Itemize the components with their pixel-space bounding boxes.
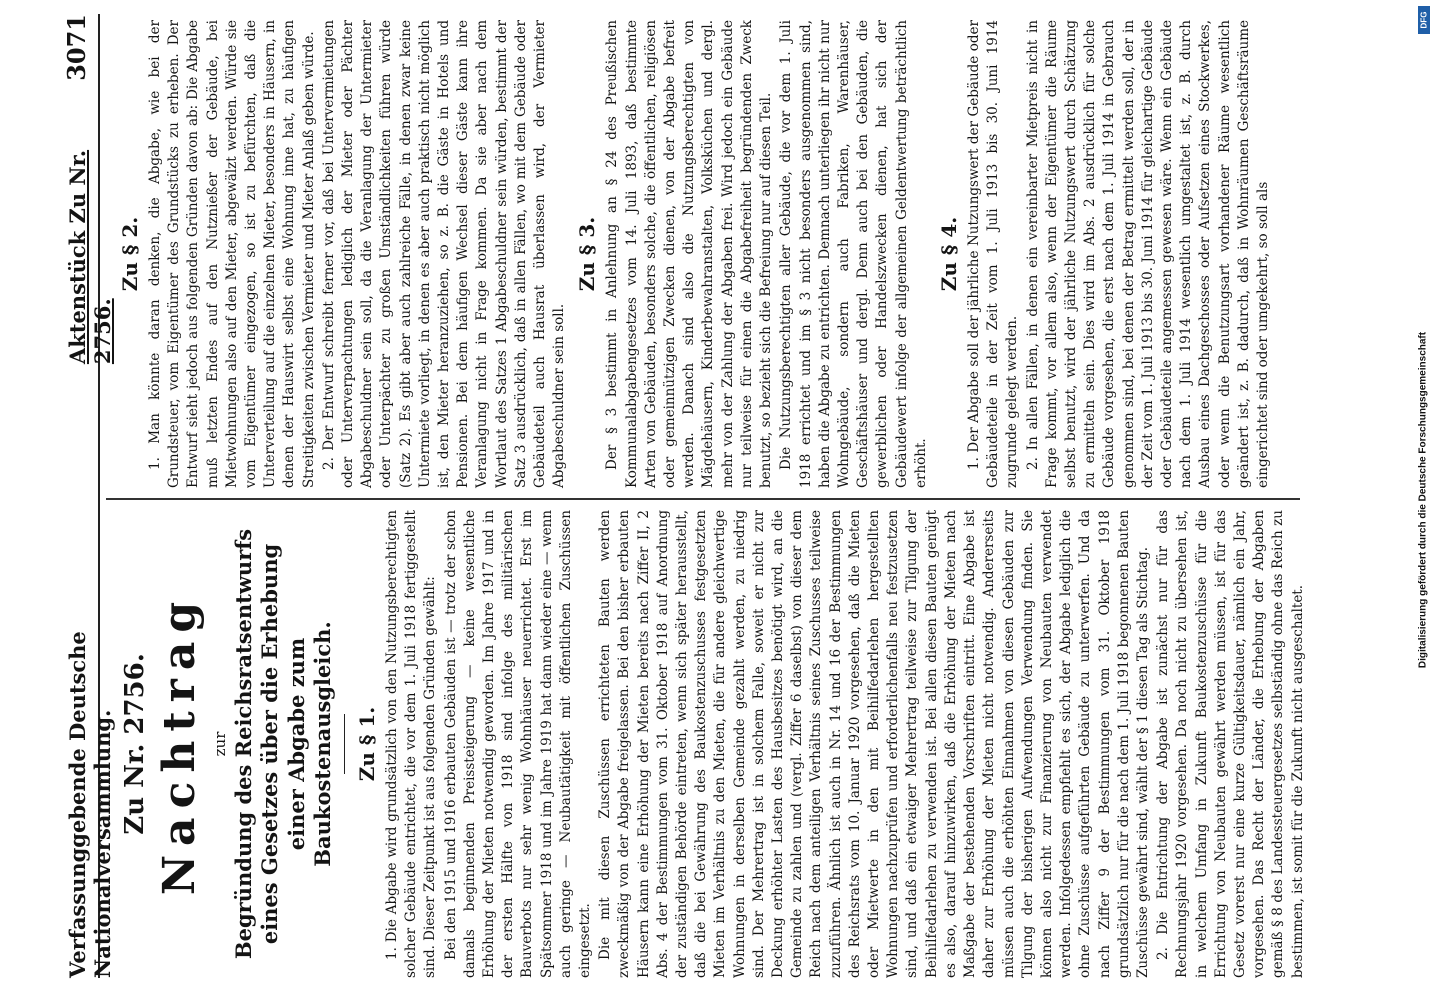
section-2-paragraph: 1. Man könnte daran denken, die Abgabe, wie bei der Grundsteuer, vom Eigentümer des Grundstücks zu erheben. Der Entwurf sieht jedoch aus folgenden Gründen davon ab: Die Abgabe muß letzten Endes auf den Nutznießer der Gebäude, bei Mietwohnungen also auf den Mieter, abgewälzt werden. Würde sie vom Eigentümer eingezogen, so ist zu befürchten, daß die Unterverteilung auf die einzelnen Mieter, besonders in Häusern, in denen der Hauswirt selbst eine Wohnung inne hat, zu häufigen Streitigkeiten zwischen Vermieter und Mieter Anlaß geben würde. xyxy=(147,20,317,488)
document-title: Nachtrag xyxy=(154,592,205,896)
section-1-paragraph: Bei den 1915 und 1916 erbauten Gebäuden ist — trotz der schon damals beginnenden Preissteigerung — keine wesentliche Erhöhung der Mieten notwendig geworden. Im Jahre 1917 und in der ersten Hälfte von 1918 sind infolge des militärischen Bauverbots nur sehr wenig Wohnhäuser neuerrichtet. Erst im Spätsommer 1918 und im Jahre 1919 hat dann wieder eine — wenn auch geringe — Neubautätigkeit mit öffentlichen Zuschüssen eingesetzt. xyxy=(442,510,594,978)
section-4-heading: Zu § 4. xyxy=(936,216,961,292)
digitization-note-text: Digitalisierung gefördert durch die Deutsche Forschungsgemeinschaft xyxy=(1417,331,1429,669)
running-head-center: Aktenstück Zu Nr. 2756. xyxy=(65,149,115,365)
section-1-paragraph: 2. Die Entrichtung der Abgabe ist zunächst nur für das Rechnungsjahr 1920 vorgesehen. Da noch nicht zu übersehen ist, in welchem Umfang in Zukunft Baukostenzuschüsse für die Errichtung von Neubauten gewährt werden müssen, ist für das Gesetz vorerst nur eine kurze Gültigkeitsdauer, nämlich ein Jahr, vorgesehen. Das Recht der Länder, die Erhebung der Abgaben gemäß § 8 des Landessteuergesetzes selbständig ohne das Reich zu bestimmen, ist somit für die Zukunft nicht ausgeschaltet. xyxy=(1155,510,1306,978)
section-3-paragraph: Die Nutzungsberechtigten aller Gebäude, die vor dem 1. Juli 1918 errichtet und im § 3 nicht besonders ausgenommen sind, haben die Abgabe zu entrichten. Demnach unterliegen ihr nicht nur Wohngebäude, sondern auch Fabriken, Warenhäuser, Geschäftshäuser und dergl. Denn auch bei den Gebäuden, die gewerblichen oder Handelszwecken dienen, hat sich der Gebäudewert infolge der allgemeinen Geldentwertung beträchtlich erhöht. xyxy=(778,20,929,488)
section-1-heading: Zu § 1. xyxy=(355,706,379,782)
section-3-heading: Zu § 3. xyxy=(575,216,600,292)
document-subtitle: Begründung des Reichsratsentwurfs eines Gesetzes über die Erhebung einer Abgabe zum Baukostenausgleich. xyxy=(231,528,335,960)
document-reference: Zu Nr. 2756. xyxy=(120,653,150,835)
digitization-note xyxy=(1414,10,1432,990)
section-1-paragraph: 1. Die Abgabe wird grundsätzlich von den Nutzungsberechtigten solcher Gebäude entrichtet, die vor dem 1. Juli 1918 fertiggestellt sind. Dieser Zeitpunkt ist aus folgenden Gründen gewählt: xyxy=(384,510,439,978)
section-3-paragraph: Der § 3 bestimmt in Anlehnung an § 24 des Preußischen Kommunalabgabengesetzes vom 14. Juli 1893, daß bestimmte Arten von Gebäuden, besonders solche, die öffentlichen, religiösen oder gemeinnützigen Zwecken dienen, von der Abgabe befreit werden. Danach sind also die Nutzungsberechtigten von Mägdehäusern, Kinderbewahranstalten, Volksküchen und dergl. mehr von der Zahlung der Abgaben frei. Wird jedoch ein Gebäude nur teilweise für einen die Abgabefreiheit begründenden Zweck benutzt, so bezieht sich die Befreiung nur auf diesen Teil. xyxy=(604,20,775,488)
section-2-paragraph: 2. Der Entwurf schreibt ferner vor, daß bei Untervermietungen oder Unterverpachtungen lediglich der Mieter oder Pächter Abgabeschuldner sein soll, da die Veranlagung der Untermieter oder Unterpächter zu großen Umständlichkeiten führen würde (Satz 2). Es gibt aber auch zahlreiche Fälle, in denen zwar keine Untermiete vorliegt, in denen es aber auch praktisch nicht möglich ist, den Mieter heranzuziehen, so z. B. die Gäste in Hotels und Pensionen. Bei dem häufigen Wechsel dieser Gäste kann ihre Veranlagung nicht in Frage kommen. Da sie aber nach dem Wortlaut des Satzes 1 Abgabeschuldner sein würden, bestimmt der Satz 3 ausdrücklich, daß in allen Fällen, wo mit dem Gebäude oder Gebäudeteil auch Hausrat überlassen wird, der Vermieter Abgabeschuldner sein soll. xyxy=(320,20,568,488)
title-connector: zur xyxy=(211,731,229,757)
dfg-logo-label: DFG xyxy=(1419,11,1429,29)
section-4-paragraph: 2. In allen Fällen, in denen ein vereinbarter Mietpreis nicht in Frage kommt, vor allem also, wenn der Eigentümer die Räume selbst benutzt, wird der jährliche Nutzungswert durch Schätzung zu ermitteln sein. Dies wird im Abs. 2 ausdrücklich für solche Gebäude vorgesehen, die erst nach dem 1. Juli 1914 in Gebrauch genommen sind, bei denen der Betrag ermittelt werden soll, der in der Zeit vom 1. Juli 1913 bis 30. Juni 1914 für gleichartige Gebäude oder Gebäudeteile angemessen gewesen wäre. Wenn ein Gebäude nach dem 1. Juli 1914 wesentlich umgestaltet ist, z. B. durch Ausbau eines Dachgeschosses oder Aufsetzen eines Stockwerkes, oder wenn die Benutzungsart vorhandener Räume wesentlich geändert ist, z. B. dadurch, daß in Wohnräumen Geschäftsräume eingerichtet sind oder umgekehrt, so soll als xyxy=(1024,20,1271,488)
title-divider xyxy=(344,714,345,774)
running-head xyxy=(62,14,115,978)
running-head-left: Verfassunggebende Deutsche Nationalversammlung. xyxy=(65,631,115,978)
section-2-heading: Zu § 2. xyxy=(118,216,142,292)
right-column xyxy=(112,20,1302,488)
page-number: 3071 xyxy=(62,14,91,81)
section-4-paragraph: 1. Der Abgabe soll der jährliche Nutzungswert der Gebäude oder Gebäudeteile in der Zeit vom 1. Juli 1913 bis 30. Juni 1914 zugrunde gelegt werden. xyxy=(965,20,1021,488)
section-1-paragraph: Die mit diesen Zuschüssen errichteten Bauten werden zweckmäßig von der Abgabe freigelassen. Bei den bisher erbauten Häusern kann eine Erhöhung der Mieten bereits nach Ziffer II, 2 Abs. 4 der Bestimmungen vom 31. Oktober 1918 auf Anordnung der zuständigen Behörde eintreten, wenn sich später herausstellt, daß die bei Gewährung des Baukostenzuschusses festgesetzten Mieten im Verhältnis zu den Mieten, die für andere gleichwertige Wohnungen in derselben Gemeinde gezahlt werden, zu niedrig sind. Der Mehrertrag ist in solchem Falle, soweit er nicht zur Deckung erhöhter Lasten des Hausbesitzes benötigt wird, an die Gemeinde zu zahlen und (vergl. Ziffer 6 daselbst) von dieser dem Reich nach dem anteiligen Verhältnis seines Zuschusses teilweise zuzuführen. Ähnlich ist auch in Nr. 14 und 16 der Bestimmungen des Reichsrats vom 10. Januar 1920 vorgesehen, daß die Mieten oder Mietwerte in den mit Beihilfedarlehen hergestellten Wohnungen nachzuprüfen und erforderlichenfalls neu festzusetzen sind, und daß ein etwaiger Mehrertrag teilweise zur Tilgung der Beihilfedarlehen zu verwenden ist. Bei allen diesen Bauten genügt es also, darauf hinzuwirken, daß die Erhöhung der Mieten nach Maßgabe der bestehenden Vorschriften eintritt. Eine Abgabe ist daher zur Erhöhung der Mieten nicht notwendig. Andererseits müssen auch die erhöhten Einnahmen von diesen Gebäuden zur Tilgung der bisherigen Aufwendungen Verwendung finden. Sie können also nicht zur Finanzierung von Neubauten verwendet werden. Infolgedessen empfiehlt es sich, der Abgabe lediglich die ohne Zuschüsse aufgeführten Gebäude zu unterwerfen. Und da nach Ziffer 9 der Bestimmungen vom 31. Oktober 1918 grundsätzlich nur für die nach dem 1. Juli 1918 begonnenen Bauten Zuschüsse gewährt sind, wählt der § 1 diesen Tag als Stichtag. xyxy=(597,510,1151,978)
left-column xyxy=(112,510,1306,978)
column-divider xyxy=(106,498,1300,500)
